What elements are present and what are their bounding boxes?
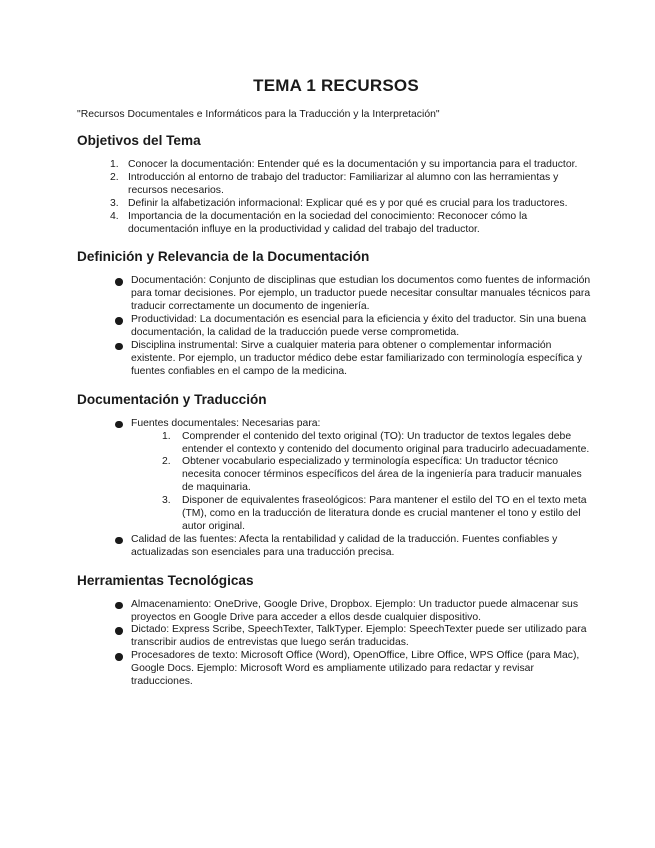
- list-item: [77, 599, 595, 625]
- list-item: [77, 198, 595, 211]
- list-item: [77, 340, 595, 379]
- list-item-text: Disponer de equivalentes fraseológicos: Para mantener el estilo del TO en el texto meta (TM), como en la traducción de literatura donde es crucial mantener el tono y estilo del autor original.: [182, 495, 587, 532]
- sub-list: [131, 431, 595, 534]
- list-number: 1.: [162, 430, 171, 442]
- section-heading: Documentación y Traducción: [77, 391, 267, 407]
- list-item-text: Obtener vocabulario especializado y terminología específica: Un traductor técnico necesita conocer términos específicos del área de la ingeniería para traducir manuales de maquinaria.: [182, 456, 582, 494]
- list-item: [77, 314, 595, 340]
- bullet-icon: [115, 421, 123, 429]
- bullet-icon: [115, 278, 123, 286]
- sub-list-item: [131, 456, 595, 495]
- section-heading: Objetivos del Tema: [77, 133, 201, 148]
- list-number: 1.: [110, 159, 119, 170]
- list-item-text: Definir la alfabetización informacional: Explicar qué es y por qué es crucial para los traductores.: [128, 197, 568, 209]
- list-item-text: Dictado: Express Scribe, SpeechTexter, TalkTyper. Ejemplo: SpeechTexter puede ser utilizado para transcribir audios de entrevistas que luego serán traducidas.: [131, 624, 587, 649]
- sub-list-item: [131, 431, 595, 457]
- section-traduccion: [77, 392, 595, 560]
- list-item-text: Comprender el contenido del texto original (TO): Un traductor de textos legales debe entender el contexto y contenido del documento original para traducirlo adecuadamente.: [182, 430, 590, 455]
- section-herramientas: [77, 573, 595, 689]
- list-item: [77, 275, 595, 314]
- list-item-text: Productividad: La documentación es esencial para la eficiencia y éxito del traductor. Sin una buena documentación, la calidad de la traducción puede verse comprometida.: [131, 314, 587, 339]
- bullet-icon: [115, 317, 123, 325]
- sub-list-item: [131, 495, 595, 534]
- list-item-text: Procesadores de texto: Microsoft Office (Word), OpenOffice, Libre Office, WPS Office (para Mac), Google Docs. Ejemplo: Microsoft Word es ampliamente utilizado para redactar y revisar traducciones.: [131, 650, 580, 688]
- list-item: [77, 172, 595, 198]
- bullet-icon: [115, 602, 123, 610]
- translation-list: [77, 418, 595, 560]
- list-number: 3.: [162, 495, 171, 507]
- list-item: [77, 650, 595, 689]
- list-item-text: Introducción al entorno de trabajo del traductor: Familiarizar al alumno con las herramientas y recursos necesarios.: [128, 171, 559, 196]
- list-item-text: Fuentes documentales: Necesarias para:: [131, 417, 321, 429]
- section-heading: Definición y Relevancia de la Documentación: [77, 249, 370, 265]
- tools-list: [77, 599, 595, 689]
- list-number: 2.: [162, 456, 171, 468]
- section-objetivos: [77, 133, 595, 236]
- list-number: 3.: [110, 197, 119, 209]
- bullet-icon: [115, 343, 123, 351]
- list-item-text: Importancia de la documentación en la sociedad del conocimiento: Reconocer cómo la documentación influye en la productividad y calidad del trabajo del traductor.: [128, 210, 528, 235]
- page-subtitle: "Recursos Documentales e Informáticos para la Traducción y la Interpretación": [77, 109, 440, 120]
- list-item: [77, 418, 595, 534]
- section-definicion: [77, 249, 595, 378]
- list-item-text: Calidad de las fuentes: Afecta la rentabilidad y calidad de la traducción. Fuentes confiables y actualizadas son esenciales para una traducción precisa.: [131, 533, 558, 558]
- objectives-list: [77, 159, 595, 236]
- section-heading: Herramientas Tecnológicas: [77, 572, 254, 588]
- bullet-icon: [115, 653, 123, 661]
- list-item-text: Almacenamiento: OneDrive, Google Drive, Dropbox. Ejemplo: Un traductor puede almacenar sus proyectos en Google Drive para acceder a ellos desde cualquier dispositivo.: [131, 598, 579, 623]
- list-item-text: Disciplina instrumental: Sirve a cualquier materia para obtener o complementar información existente. Por ejemplo, un traductor médico debe estar familiarizado con terminología específica y fuentes confiables en el campo de la medicina.: [131, 339, 583, 377]
- list-item: [77, 624, 595, 650]
- list-item: [77, 211, 595, 237]
- list-number: 2.: [110, 171, 119, 183]
- bullet-icon: [115, 627, 123, 635]
- definition-list: [77, 275, 595, 378]
- page-title: TEMA 1 RECURSOS: [253, 76, 419, 95]
- list-item: [77, 159, 595, 172]
- bullet-icon: [115, 537, 123, 545]
- list-item-text: Documentación: Conjunto de disciplinas que estudian los documentos como fuentes de información para tomar decisiones. Por ejemplo, un traductor puede necesitar consultar manuales técnicos para traducir correctamente un documento de ingeniería.: [131, 275, 591, 313]
- list-item-text: Conocer la documentación: Entender qué es la documentación y su importancia para el traductor.: [128, 159, 578, 170]
- list-number: 4.: [110, 210, 119, 222]
- list-item: [77, 534, 595, 560]
